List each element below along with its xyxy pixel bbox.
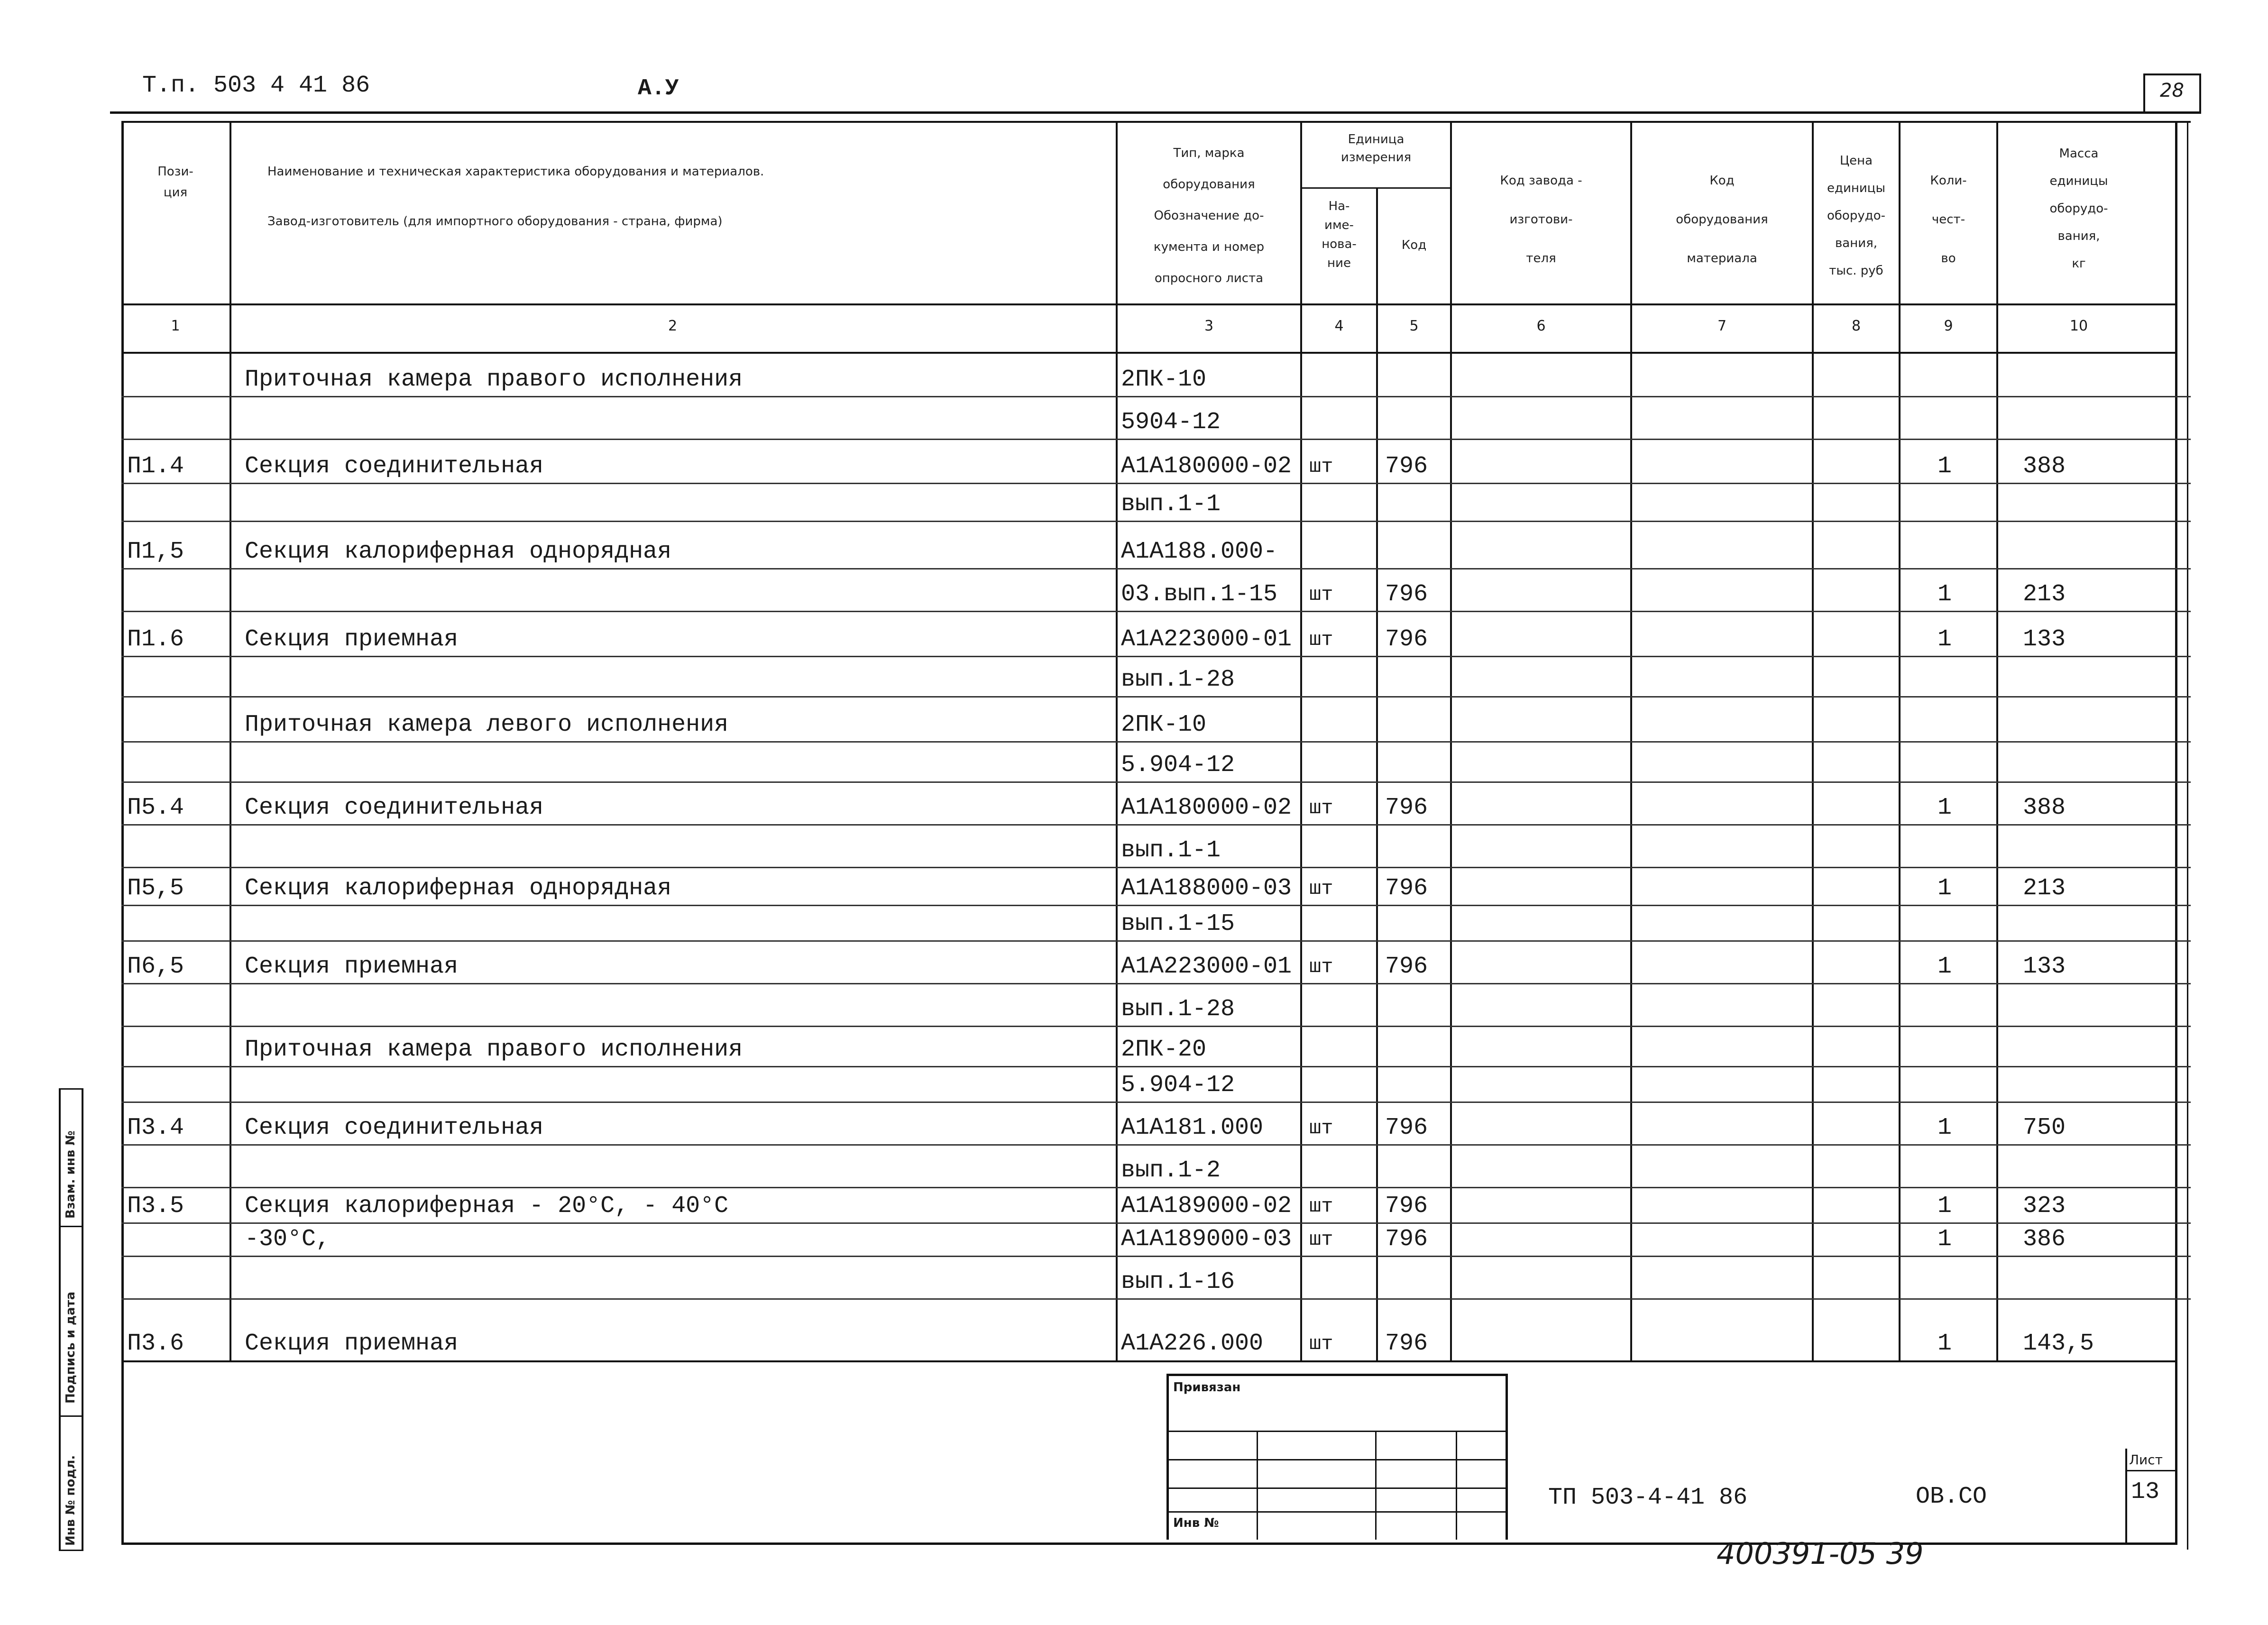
colnum-6: 6 xyxy=(1536,318,1546,334)
row-unit-code: 796 xyxy=(1385,875,1428,902)
row-type: А1А226.000 xyxy=(1121,1330,1264,1357)
corner-number: 28 xyxy=(2160,80,2184,101)
row-unit: шт xyxy=(1309,1228,1333,1251)
row-unit-code: 796 xyxy=(1385,581,1428,608)
row-type: вып.1-28 xyxy=(1121,996,1235,1023)
row-mass: 323 xyxy=(2023,1193,2066,1220)
row-unit: шт xyxy=(1309,797,1333,819)
footer-document-code: ТП 503-4-41 86 xyxy=(1548,1484,1748,1511)
row-divider xyxy=(121,1298,2191,1300)
row-type: А1А188000-03 xyxy=(1121,875,1292,902)
sheet-number: 13 xyxy=(2131,1478,2160,1506)
row-type: вып.1-16 xyxy=(1121,1268,1235,1295)
row-type: вып.1-1 xyxy=(1121,837,1221,864)
row-divider xyxy=(121,940,2191,942)
sheet-label: Лист xyxy=(2129,1452,2163,1468)
row-type: вып.1-28 xyxy=(1121,666,1235,693)
row-name: Приточная камера правого исполнения xyxy=(245,366,743,393)
row-quantity: 1 xyxy=(1937,453,1952,480)
row-name: Секция соединительная xyxy=(245,453,544,480)
frame-top-line xyxy=(110,111,2201,114)
row-position: П5.4 xyxy=(127,794,184,821)
row-unit-code: 796 xyxy=(1385,953,1428,980)
side-label-inv-original: Инв № подл. xyxy=(64,1455,78,1546)
side-label-replace-inv: Взам. инв № xyxy=(64,1130,78,1219)
colnum-8: 8 xyxy=(1851,318,1861,334)
row-name: Приточная камера правого исполнения xyxy=(245,1036,743,1063)
row-divider xyxy=(121,1144,2191,1146)
row-divider xyxy=(121,656,2191,657)
row-divider xyxy=(121,611,2191,612)
row-unit: шт xyxy=(1309,1332,1333,1355)
row-type: А1А223000-01 xyxy=(1121,626,1292,653)
colnum-7: 7 xyxy=(1717,318,1727,334)
row-mass: 133 xyxy=(2023,626,2066,653)
row-unit-code: 796 xyxy=(1385,1114,1428,1141)
row-quantity: 1 xyxy=(1937,794,1952,821)
corner-box-right xyxy=(2199,73,2201,111)
row-quantity: 1 xyxy=(1937,953,1952,980)
row-name: Секция приемная xyxy=(245,953,459,980)
row-type: А1А188.000- xyxy=(1121,538,1278,565)
row-type: А1А181.000 xyxy=(1121,1114,1264,1141)
row-unit: шт xyxy=(1309,1117,1333,1139)
row-unit-code: 796 xyxy=(1385,1226,1428,1253)
document-code: Т.п. 503 4 41 86 xyxy=(142,72,370,99)
row-divider xyxy=(121,781,2191,783)
row-type: 5904-12 xyxy=(1121,409,1221,436)
header-unit-group: Единица измерения xyxy=(1341,132,1412,165)
row-unit: шт xyxy=(1309,455,1333,478)
row-divider xyxy=(121,824,2191,826)
header-factory-code: Код завода - изготови- теля xyxy=(1500,174,1582,266)
corner-box-left xyxy=(2143,73,2145,111)
row-name: Секция калориферная однорядная xyxy=(245,875,672,902)
row-divider xyxy=(121,521,2191,522)
row-type: 03.вып.1-15 xyxy=(1121,581,1278,608)
row-unit-code: 796 xyxy=(1385,626,1428,653)
row-position: П1.6 xyxy=(127,626,184,653)
row-unit: шт xyxy=(1309,955,1333,978)
header-equipment-code: Код оборудования материала xyxy=(1676,174,1768,266)
row-quantity: 1 xyxy=(1937,626,1952,653)
row-quantity: 1 xyxy=(1937,1330,1952,1357)
header-quantity: Коли- чест- во xyxy=(1930,174,1967,266)
row-position: П1.4 xyxy=(127,453,184,480)
row-divider xyxy=(121,1187,2191,1188)
row-divider xyxy=(121,983,2191,984)
row-name: Секция калориферная - 20°С, - 40°С xyxy=(245,1193,729,1220)
row-mass: 750 xyxy=(2023,1114,2066,1141)
header-price: Цена единицы оборудо- вания, тыс. руб xyxy=(1827,154,1885,278)
row-divider xyxy=(121,568,2191,569)
colnum-10: 10 xyxy=(2069,318,2088,334)
colnum-4: 4 xyxy=(1334,318,1344,334)
row-divider xyxy=(121,1026,2191,1027)
header-position: Пози- ция xyxy=(157,165,193,200)
spec-table-body xyxy=(121,353,2191,1362)
row-mass: 213 xyxy=(2023,875,2066,902)
row-quantity: 1 xyxy=(1937,1114,1952,1141)
row-quantity: 1 xyxy=(1937,581,1952,608)
row-type: вып.1-1 xyxy=(1121,491,1221,518)
row-divider xyxy=(121,867,2191,868)
row-name: Секция приемная xyxy=(245,626,459,653)
table-header xyxy=(121,121,2191,353)
row-divider xyxy=(121,1066,2191,1067)
row-divider xyxy=(121,741,2191,743)
row-type: 2ПК-20 xyxy=(1121,1036,1207,1063)
row-mass: 388 xyxy=(2023,453,2066,480)
corner-box-top xyxy=(2143,73,2200,75)
header-type: Тип, марка оборудования Обозначение до- кумента и номер опросного листа xyxy=(1153,146,1265,285)
title-stamp xyxy=(1166,1374,1508,1540)
row-quantity: 1 xyxy=(1937,1226,1952,1253)
document-mark: А.У xyxy=(638,76,679,101)
row-type: вып.1-15 xyxy=(1121,910,1235,937)
row-name: Секция соединительная xyxy=(245,794,544,821)
row-unit: шт xyxy=(1309,583,1333,606)
row-unit: шт xyxy=(1309,628,1333,651)
colnum-1: 1 xyxy=(171,318,180,334)
row-name: -30°С, xyxy=(245,1226,331,1253)
row-type: 5.904-12 xyxy=(1121,1072,1235,1099)
row-divider xyxy=(121,439,2191,440)
row-quantity: 1 xyxy=(1937,1193,1952,1220)
stamp-title: Привязан xyxy=(1173,1380,1241,1395)
row-position: П3.6 xyxy=(127,1330,184,1357)
row-divider xyxy=(121,905,2191,906)
row-quantity: 1 xyxy=(1937,875,1952,902)
row-name: Секция калориферная однорядная xyxy=(245,538,672,565)
header-name: Наименование и техническая характеристика оборудования и материалов. xyxy=(267,165,764,179)
row-unit: шт xyxy=(1309,1195,1333,1218)
row-type: А1А189000-02 xyxy=(1121,1193,1292,1220)
row-position: П5,5 xyxy=(127,875,184,902)
row-mass: 388 xyxy=(2023,794,2066,821)
row-type: вып.1-2 xyxy=(1121,1157,1221,1184)
row-position: П6,5 xyxy=(127,953,184,980)
row-unit-code: 796 xyxy=(1385,1193,1428,1220)
row-mass: 213 xyxy=(2023,581,2066,608)
footer-section: ОВ.СО xyxy=(1916,1483,1987,1510)
row-divider xyxy=(121,1222,2191,1224)
header-unit-code: Код xyxy=(1401,238,1427,252)
row-name: Приточная камера левого исполнения xyxy=(245,711,729,738)
row-divider xyxy=(121,1256,2191,1257)
row-name: Секция соединительная xyxy=(245,1114,544,1141)
row-unit-code: 796 xyxy=(1385,1330,1428,1357)
header-manufacturer: Завод-изготовитель (для импортного оборудования - страна, фирма) xyxy=(267,214,723,229)
colnum-5: 5 xyxy=(1409,318,1419,334)
row-unit-code: 796 xyxy=(1385,453,1428,480)
row-mass: 386 xyxy=(2023,1226,2066,1253)
row-type: 2ПК-10 xyxy=(1121,711,1207,738)
row-unit-code: 796 xyxy=(1385,794,1428,821)
row-unit: шт xyxy=(1309,877,1333,900)
row-divider xyxy=(121,1102,2191,1103)
row-divider xyxy=(121,396,2191,397)
row-mass: 143,5 xyxy=(2023,1330,2094,1357)
colnum-9: 9 xyxy=(1944,318,1953,334)
row-type: 5.904-12 xyxy=(1121,752,1235,779)
row-position: П3.5 xyxy=(127,1193,184,1220)
row-type: А1А223000-01 xyxy=(1121,953,1292,980)
row-type: А1А180000-02 xyxy=(1121,794,1292,821)
row-position: П3.4 xyxy=(127,1114,184,1141)
side-label-signature-date: Подпись и дата xyxy=(64,1291,78,1404)
stamp-inv: Инв № xyxy=(1173,1516,1219,1530)
row-mass: 133 xyxy=(2023,953,2066,980)
archive-number: 400391-05 39 xyxy=(1717,1536,1924,1571)
header-mass: Масса единицы оборудо- вания, кг xyxy=(2049,147,2108,271)
row-name: Секция приемная xyxy=(245,1330,459,1357)
row-type: А1А189000-03 xyxy=(1121,1226,1292,1253)
colnum-3: 3 xyxy=(1204,318,1214,334)
header-unit-name: На- име- нова- ние xyxy=(1322,199,1357,270)
row-divider xyxy=(121,483,2191,484)
row-position: П1,5 xyxy=(127,538,184,565)
row-type: А1А180000-02 xyxy=(1121,453,1292,480)
colnum-2: 2 xyxy=(668,318,678,334)
row-divider xyxy=(121,696,2191,698)
row-type: 2ПК-10 xyxy=(1121,366,1207,393)
